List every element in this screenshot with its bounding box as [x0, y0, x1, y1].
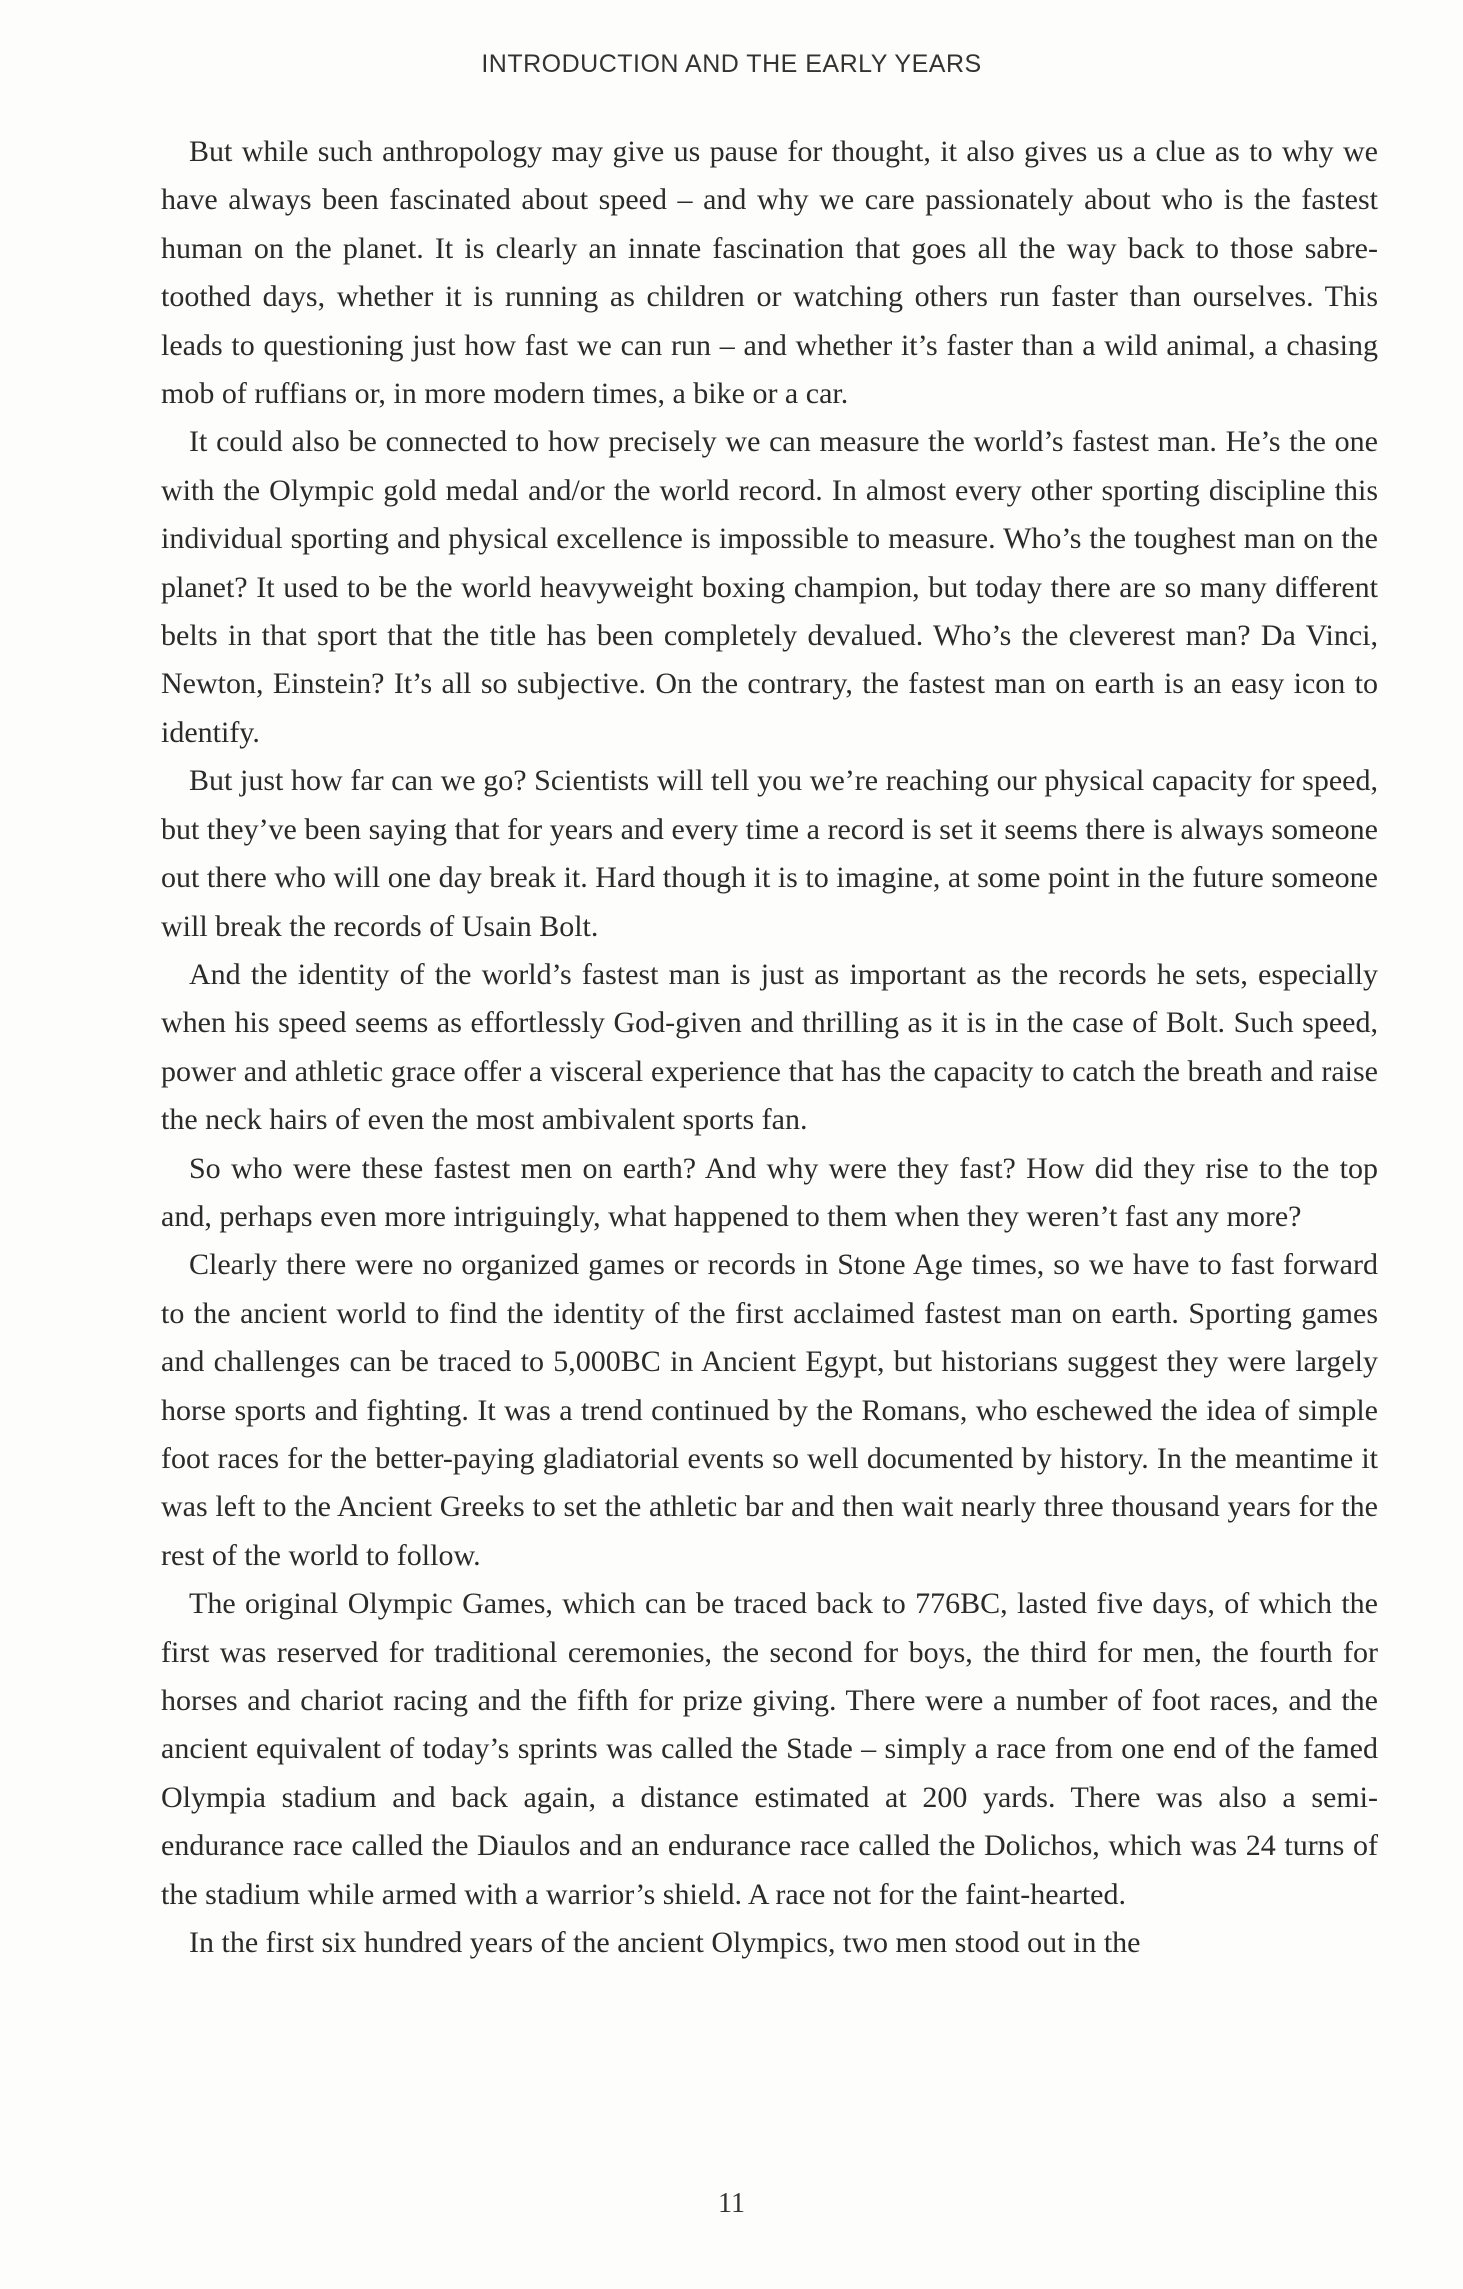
paragraph: The original Olympic Games, which can be traced back to 776BC, lasted five days, of which the first was reserved for traditional ceremonies, the second for boys, the third for men, the fourth for horses and chariot racing and the fifth for prize giving. There were a number of foot races, and the ancient equivalent of today’s sprints was called the Stade – simply a race from one end of the famed Olympia stadium and back again, a distance estimated at 200 yards. There was also a semi-endurance race called the Diaulos and an endurance race called the Dolichos, which was 24 turns of the stadium while armed with a warrior’s shield. A race not for the faint-hearted. — [161, 1587, 1378, 1911]
page-number: 11 — [718, 2188, 745, 2219]
paragraph: So who were these fastest men on earth? And why were they fast? How did they rise to the top and, perhaps even more intriguingly, what happened to them when they weren’t fast any more? — [161, 1151, 1378, 1233]
paragraph: And the identity of the world’s fastest man is just as important as the records he sets, especially when his speed seems as effortlessly God-given and thrilling as it is in the case of Bolt. Such speed, power and athletic grace offer a visceral experience that has the capacity to catch the breath and raise the neck hairs of even the most ambivalent sports fan. — [161, 957, 1378, 1137]
body-text — [161, 128, 1378, 1967]
running-head: INTRODUCTION AND THE EARLY YEARS — [481, 50, 982, 78]
paragraph: But while such anthropology may give us pause for thought, it also gives us a clue as to why we have always been fascinated about speed – and why we care passionately about who is the fastest human on the planet. It is clearly an innate fascination that goes all the way back to those sabre-toothed days, whether it is running as children or watching others run faster than ourselves. This leads to questioning just how fast we can run – and whether it’s faster than a wild animal, a chasing mob of ruffians or, in more modern times, a bike or a car. — [161, 135, 1378, 411]
paragraph: It could also be connected to how precisely we can measure the world’s fastest man. He’s the one with the Olympic gold medal and/or the world record. In almost every other sporting discipline this individual sporting and physical excellence is impossible to measure. Who’s the toughest man on the planet? It used to be the world heavyweight boxing champion, but today there are so many different belts in that sport that the title has been completely devalued. Who’s the cleverest man? Da Vinci, Newton, Einstein? It’s all so subjective. On the contrary, the fastest man on earth is an easy icon to identify. — [161, 425, 1378, 749]
paragraph: But just how far can we go? Scientists will tell you we’re reaching our physical capacity for speed, but they’ve been saying that for years and every time a record is set it seems there is always someone out there who will one day break it. Hard though it is to imagine, at some point in the future someone will break the records of Usain Bolt. — [161, 764, 1378, 943]
paragraph: In the first six hundred years of the ancient Olympics, two men stood out in the — [189, 1926, 1141, 1960]
paragraph: Clearly there were no organized games or records in Stone Age times, so we have to fast forward to the ancient world to find the identity of the first acclaimed fastest man on earth. Sporting games and challenges can be traced to 5,000BC in Ancient Egypt, but historians suggest they were largely horse sports and fighting. It was a trend continued by the Romans, who eschewed the idea of simple foot races for the better-paying gladiatorial events so well documented by history. In the meantime it was left to the Ancient Greeks to set the athletic bar and then wait nearly three thousand years for the rest of the world to follow. — [161, 1248, 1378, 1572]
